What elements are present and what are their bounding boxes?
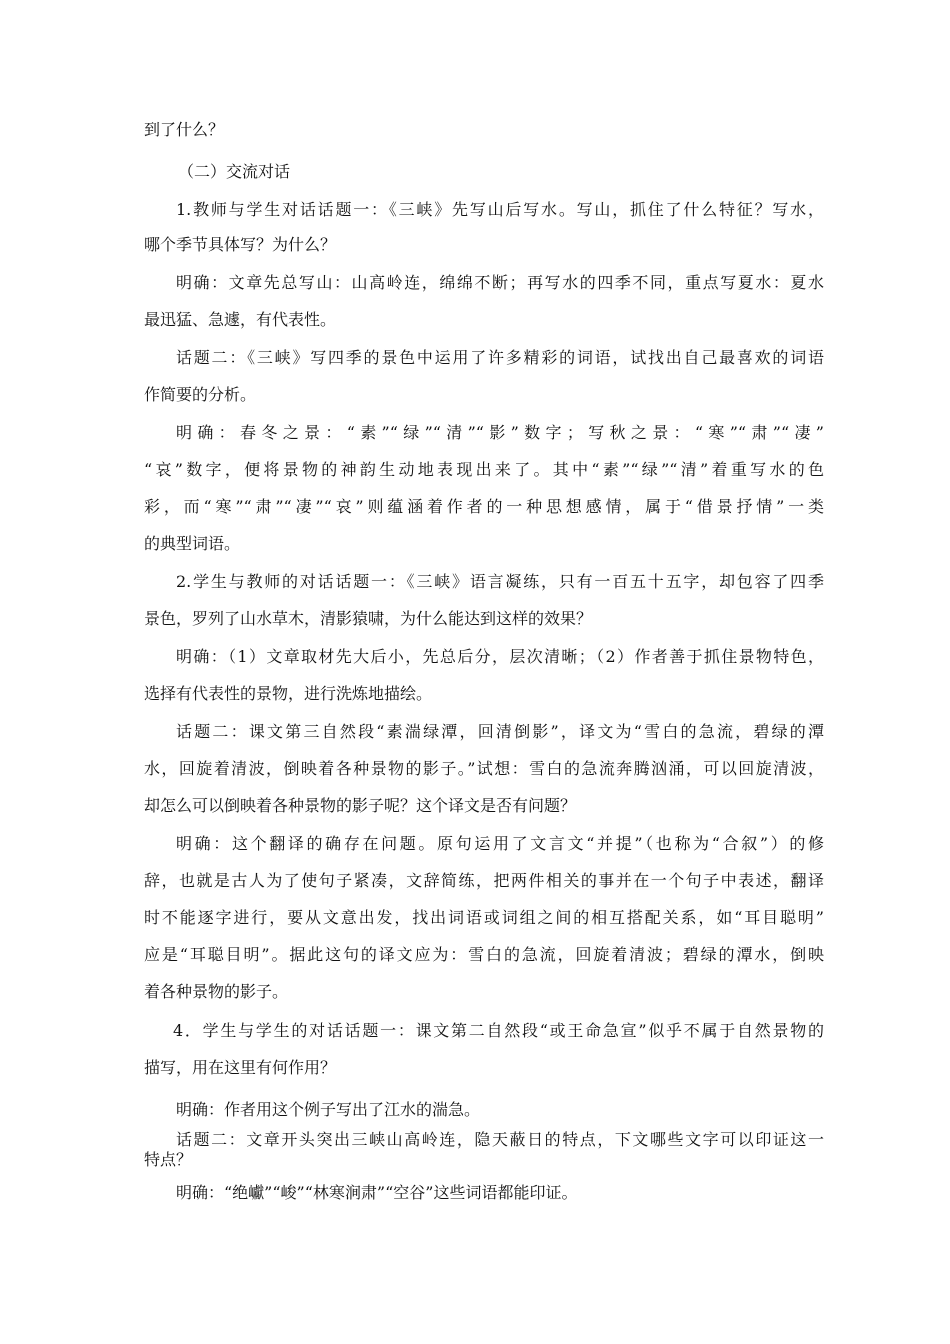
text-line: 最迅猛、急遽，有代表性。	[144, 310, 337, 329]
text-line: 到了什么？	[144, 120, 225, 139]
text-line: 景色，罗列了山水草木，清影猿啸，为什么能达到这样的效果？	[144, 609, 593, 628]
section-heading: （二）交流对话	[178, 162, 291, 181]
text-line: 作简要的分析。	[144, 385, 257, 404]
text-line: 哪个季节具体写？为什么？	[144, 235, 337, 254]
text-line: “哀”数字，便将景物的神韵生动地表现出来了。其中“素”“绿”“清”着重写水的色	[144, 460, 824, 479]
text-line: 特点？	[144, 1150, 193, 1169]
text-line: 时不能逐字进行，要从文意出发，找出词语或词组之间的相互搭配关系，如“耳目聪明”	[144, 908, 824, 927]
text-line: 明确：（1）文章取材先大后小，先总后分，层次清晰；（2）作者善于抓住景物特色，	[176, 647, 824, 666]
text-line: 选择有代表性的景物，进行洗炼地描绘。	[144, 684, 433, 703]
text-line: 的典型词语。	[144, 534, 241, 553]
text-line: 明确：文章先总写山：山高岭连，绵绵不断；再写水的四季不同，重点写夏水：夏水	[176, 273, 824, 292]
text-line: 话题二：课文第三自然段“素湍绿潭，回清倒影”，译文为“雪白的急流，碧绿的潭	[176, 722, 824, 741]
text-line: 明确：春冬之景：“素”“绿”“清”“影”数字；写秋之景：“寒”“肃”“凄”	[176, 423, 824, 442]
text-line: 明确：作者用这个例子写出了江水的湍急。	[176, 1100, 481, 1119]
text-line: 着各种景物的影子。	[144, 982, 289, 1001]
text-line: 话题二：《三峡》写四季的景色中运用了许多精彩的词语，试找出自己最喜欢的词语	[176, 348, 824, 367]
text-line: 却怎么可以倒映着各种景物的影子呢？这个译文是否有问题？	[144, 796, 577, 815]
text-line: 2.学生与教师的对话话题一：《三峡》语言凝练，只有一百五十五字，却包容了四季	[176, 572, 824, 591]
text-line: 明确：这个翻译的确存在问题。原句运用了文言文“并提”（也称为“合叙”）的修	[176, 834, 824, 853]
text-line: 描写，用在这里有何作用？	[144, 1058, 337, 1077]
text-line: 彩，而“寒”“肃”“凄”“哀”则蕴涵着作者的一种思想感情，属于“借景抒情”一类	[144, 497, 824, 516]
text-line: 4．学生与学生的对话话题一：课文第二自然段“或王命急宣”似乎不属于自然景物的	[173, 1021, 824, 1040]
text-line: 应是“耳聪目明”。据此这句的译文应为：雪白的急流，回旋着清波；碧绿的潭水，倒映	[144, 945, 824, 964]
text-line: 辞，也就是古人为了使句子紧凑，文辞简练，把两件相关的事并在一个句子中表述，翻译	[144, 871, 824, 890]
text-line: 水，回旋着清波，倒映着各种景物的影子。”试想：雪白的急流奔腾汹涌，可以回旋清波，	[144, 759, 824, 778]
text-line: 话题二：文章开头突出三峡山高岭连，隐天蔽日的特点，下文哪些文字可以印证这一	[176, 1130, 824, 1149]
text-line: 明确：“绝巘”“峻”“林寒涧肃”“空谷”这些词语都能印证。	[176, 1183, 578, 1202]
text-line: 1.教师与学生对话话题一：《三峡》先写山后写水。写山，抓住了什么特征？写水，	[176, 200, 824, 219]
